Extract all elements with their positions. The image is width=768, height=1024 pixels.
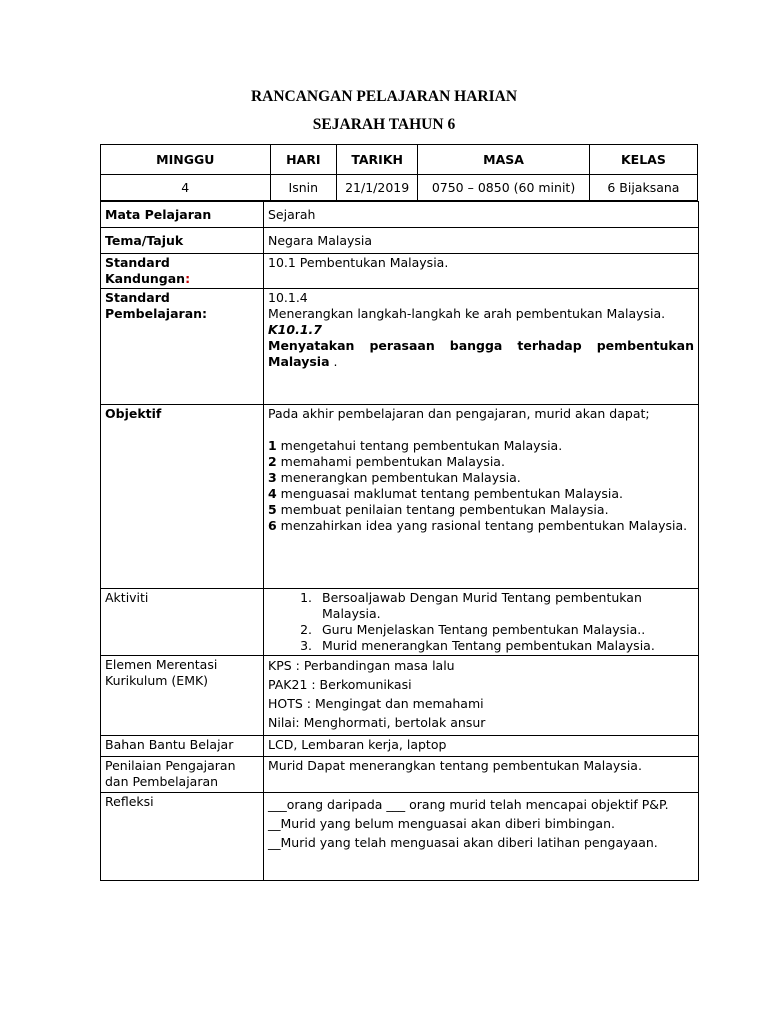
label-emk: Elemen Merentasi Kurikulum (EMK) [101,656,264,736]
value-objektif [264,405,699,589]
value-standard-pembelajaran [264,289,699,405]
aktiviti-item: 3. Murid menerangkan Tentang pembentukan Malaysia. [316,638,694,654]
objektif-text: membuat penilaian tentang pembentukan Malaysia. [276,502,609,517]
objektif-text: menzahirkan idea yang rasional tentang pembentukan Malaysia. [276,518,688,533]
page-subtitle: SEJARAH TAHUN 6 [312,116,456,133]
objektif-item [268,454,694,470]
value-tema: Negara Malaysia [264,228,699,254]
header-row [101,145,698,175]
emk-item: Nilai: Menghormati, bertolak ansur [268,715,486,730]
sp-text-2: Menyatakan perasaan bangga terhadap pembentukan Malaysia [268,338,694,369]
objektif-item [268,486,694,502]
value-penilaian: Murid Dapat menerangkan tentang pembentukan Malaysia. [264,757,699,793]
value-standard-kandungan: 10.1 Pembentukan Malaysia. [264,254,699,289]
row-objektif [101,405,699,589]
objektif-item [268,438,694,454]
row-aktiviti [101,589,699,656]
value-refleksi [264,793,699,881]
label-bbm: Bahan Bantu Belajar [101,736,264,757]
emk-item: KPS : Perbandingan masa lalu [268,658,455,673]
label-standard-pembelajaran [101,289,264,405]
sp-text-2-line [268,338,694,370]
row-emk [101,656,699,736]
row-tema [101,228,699,254]
header-tarikh: TARIKH [337,145,418,175]
row-standard-pembelajaran [101,289,699,405]
label-standard-kandungan-line2 [105,271,259,287]
label-refleksi: Refleksi [101,793,264,881]
row-standard-kandungan [101,254,699,289]
value-emk [264,656,699,736]
label-standard-pembelajaran-line1: Standard [105,290,170,305]
objektif-item [268,502,694,518]
objektif-item [268,518,694,534]
objektif-text: menguasai maklumat tentang pembentukan Malaysia. [276,486,624,501]
refleksi-item: ___orang daripada ___ orang murid telah mencapai objektif P&P. [268,797,669,812]
header-kelas: KELAS [589,145,697,175]
header-table [100,144,698,201]
header-minggu: MINGGU [101,145,271,175]
label-kandungan-colon: : [185,271,191,286]
lesson-table [100,201,699,881]
label-mata-pelajaran: Mata Pelajaran [101,202,264,228]
sp-text-2-end: . [329,354,338,369]
label-standard-kandungan [101,254,264,289]
objektif-text: mengetahui tentang pembentukan Malaysia. [276,438,563,453]
label-kandungan-text: Kandungan [105,271,186,286]
objektif-num: 3 [268,470,277,485]
objektif-num: 1 [268,438,277,453]
objektif-num: 2 [268,454,277,469]
label-standard-kandungan-line1: Standard [105,255,170,270]
sp-code-2: K10.1.7 [268,322,322,337]
value-masa: 0750 – 0850 (60 minit) [418,175,590,201]
value-mata-pelajaran: Sejarah [264,202,699,228]
value-minggu: 4 [101,175,271,201]
header-hari: HARI [270,145,337,175]
emk-item: PAK21 : Berkomunikasi [268,677,412,692]
objektif-intro: Pada akhir pembelajaran dan pengajaran, murid akan dapat; [268,406,650,421]
label-penilaian: Penilaian Pengajaran dan Pembelajaran [101,757,264,793]
page-title: RANCANGAN PELAJARAN HARIAN [250,88,518,105]
refleksi-item: __Murid yang telah menguasai akan diberi latihan pengayaan. [268,835,658,850]
objektif-spacer [268,422,694,438]
emk-item: HOTS : Mengingat dan memahami [268,696,484,711]
value-aktiviti [264,589,699,656]
label-aktiviti: Aktiviti [101,589,264,656]
aktiviti-item: 1. Bersoaljawab Dengan Murid Tentang pembentukan Malaysia. [316,590,694,622]
header-masa: MASA [418,145,590,175]
value-tarikh: 21/1/2019 [337,175,418,201]
value-bbm: LCD, Lembaran kerja, laptop [264,736,699,757]
label-objektif: Objektif [101,405,264,589]
refleksi-item: __Murid yang belum menguasai akan diberi bimbingan. [268,816,615,831]
values-row [101,175,698,201]
row-refleksi [101,793,699,881]
row-penilaian [101,757,699,793]
label-standard-pembelajaran-line2: Pembelajaran: [105,306,208,321]
label-tema: Tema/Tajuk [101,228,264,254]
row-mata-pelajaran [101,202,699,228]
sp-text-1: Menerangkan langkah-langkah ke arah pembentukan Malaysia. [268,306,666,321]
objektif-num: 5 [268,502,277,517]
objektif-item [268,470,694,486]
value-hari: Isnin [270,175,337,201]
objektif-num: 4 [268,486,277,501]
objektif-text: memahami pembentukan Malaysia. [276,454,505,469]
sp-code-1: 10.1.4 [268,290,308,305]
value-kelas: 6 Bijaksana [589,175,697,201]
objektif-num: 6 [268,518,277,533]
aktiviti-list [268,590,694,654]
row-bbm [101,736,699,757]
objektif-text: menerangkan pembentukan Malaysia. [276,470,521,485]
aktiviti-item: 2. Guru Menjelaskan Tentang pembentukan Malaysia.. [316,622,694,638]
